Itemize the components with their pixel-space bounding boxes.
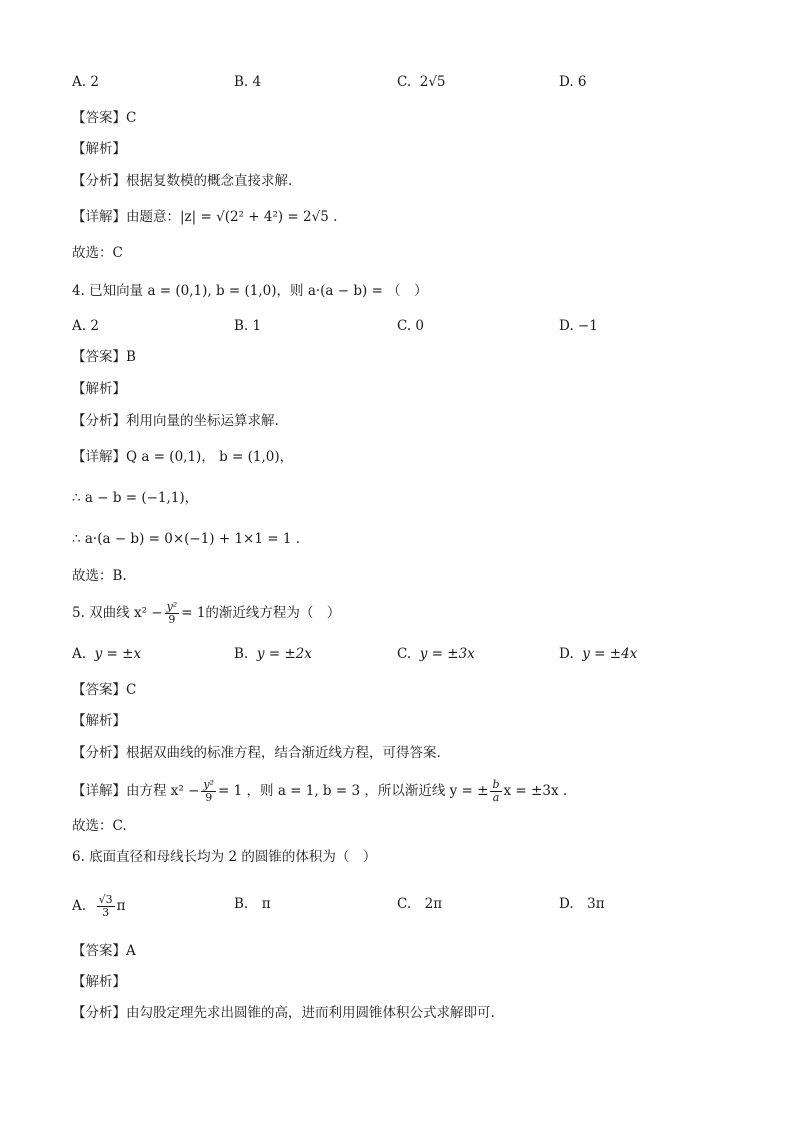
q5-option-b: B. y = ±2x bbox=[234, 646, 312, 662]
q5-answer: 【答案】C bbox=[72, 682, 137, 698]
q4-detail: 【详解】Q a = (0,1)， b = (1,0)， bbox=[72, 449, 294, 465]
q5-option-a: A. y = ±x bbox=[72, 646, 142, 662]
q4-option-c: C. 0 bbox=[397, 318, 425, 334]
q3-option-a: A. 2 bbox=[72, 74, 99, 90]
q4-options bbox=[72, 316, 722, 336]
q3-option-d: D. 6 bbox=[559, 74, 587, 90]
q6-option-d: D. 3π bbox=[559, 896, 605, 912]
q6-option-a-fraction: $\frac{√3}{3}$ bbox=[98, 893, 113, 919]
q5-options bbox=[72, 644, 722, 664]
q3-options bbox=[72, 72, 722, 92]
q4-choice: 故选：B. bbox=[72, 568, 127, 584]
q3-fenxi: 【分析】根据复数模的概念直接求解. bbox=[72, 173, 293, 189]
q6-fenxi: 【分析】由勾股定理先求出圆锥的高，进而利用圆锥体积公式求解即可. bbox=[72, 1005, 495, 1021]
q5-option-d: D. y = ±4x bbox=[559, 646, 638, 662]
q6-option-a: A. $\frac{√3}{3}$ π bbox=[72, 893, 126, 919]
q6-answer: 【答案】A bbox=[72, 943, 136, 959]
q6-option-b: B. π bbox=[234, 896, 271, 912]
q5-fenxi: 【分析】根据双曲线的标准方程，结合渐近线方程，可得答案. bbox=[72, 745, 441, 761]
q6-option-c: C. 2π bbox=[397, 896, 443, 912]
q6-stem: 6. 底面直径和母线长均为 2 的圆锥的体积为（ ） bbox=[72, 849, 377, 865]
q4-option-d: D. −1 bbox=[559, 318, 598, 334]
q3-option-c: C. 2√5 bbox=[397, 74, 446, 90]
q6-options bbox=[72, 893, 722, 919]
q3-option-b: B. 4 bbox=[234, 74, 262, 90]
q4-answer: 【答案】B bbox=[72, 349, 136, 365]
q5-choice: 故选：C. bbox=[72, 818, 127, 834]
q5-detail-fraction-ba: $\frac{b}{a}$ bbox=[492, 778, 500, 804]
q5-detail-fraction: $\frac{\text{y²}}{9}$ bbox=[203, 778, 215, 804]
q5-fraction: $\frac{\text{y²}}{9}$ bbox=[166, 600, 178, 626]
q6-analysis-heading: 【解析】 bbox=[72, 974, 126, 990]
q4-step2: ∴ a·(a − b) = 0×(−1) + 1×1 = 1 . bbox=[72, 531, 301, 547]
q4-fenxi: 【分析】利用向量的坐标运算求解. bbox=[72, 413, 279, 429]
q3-choice: 故选：C bbox=[72, 245, 123, 261]
q3-detail: 【详解】由题意：|z| = √(2² + 4²) = 2√5 . bbox=[72, 209, 338, 225]
q5-stem: 5. 双曲线 x² − $\frac{\text{y²}}{9}$ = 1的渐近线方程为（ ） bbox=[72, 600, 341, 626]
q5-detail: 【详解】由方程 x² − $\frac{\text{y²}}{9}$ = 1 ，则 a = 1, b = 3 ，所以渐近线 y = ± $\frac{b}{a}$ x = ±3x . bbox=[72, 778, 568, 804]
q4-step1: ∴ a − b = (−1,1)， bbox=[72, 490, 199, 506]
q4-option-b: B. 1 bbox=[234, 318, 262, 334]
q4-option-a: A. 2 bbox=[72, 318, 99, 334]
q4-analysis-heading: 【解析】 bbox=[72, 381, 126, 397]
q5-option-c: C. y = ±3x bbox=[397, 646, 475, 662]
q3-analysis-heading: 【解析】 bbox=[72, 141, 126, 157]
q5-analysis-heading: 【解析】 bbox=[72, 713, 126, 729]
q3-answer: 【答案】C bbox=[72, 110, 137, 126]
q4-stem: 4. 已知向量 a = (0,1), b = (1,0)，则 a·(a − b) = （ ） bbox=[72, 283, 428, 299]
